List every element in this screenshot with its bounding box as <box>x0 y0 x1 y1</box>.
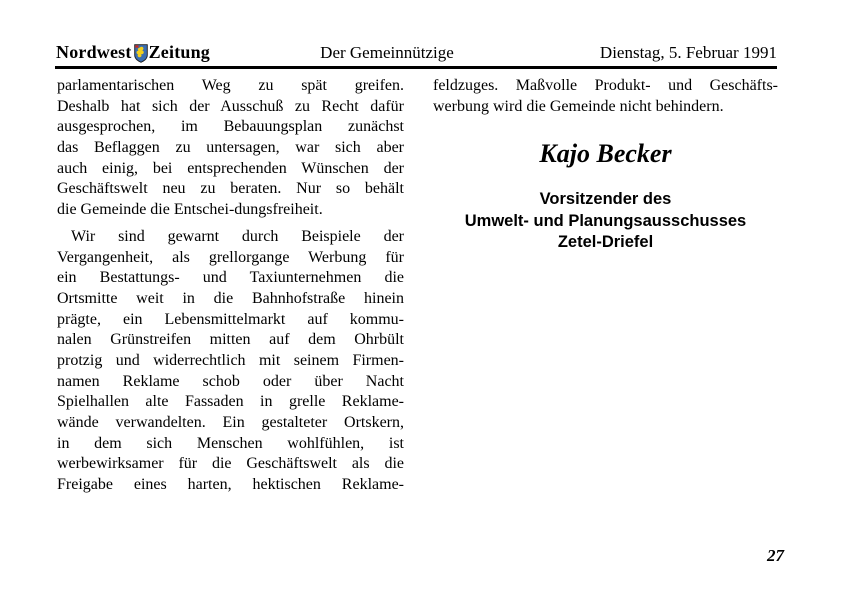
text-line: parlamentarischen Weg zu spät greifen. <box>57 77 404 94</box>
text-line: Freigabe eines harten, hektischen Reklame- <box>57 476 404 494</box>
text-line: feldzuges. Maßvolle Produkt- und Geschäfts- <box>433 77 778 94</box>
header-divider-rule <box>55 66 777 69</box>
text-line: werbewirksamer für die Geschäftswelt als die <box>57 455 404 473</box>
coat-of-arms-icon <box>134 44 148 63</box>
text-line: Ortsmitte weit in die Bahnhofstraße hinein <box>57 289 404 307</box>
article-body <box>57 76 778 496</box>
text-line: Spielhallen alte Fassaden in grelle Reklame- <box>57 393 404 411</box>
text-line: wände verwandelten. Ein gestalteter Ortskern, <box>57 414 404 431</box>
column-gutter <box>404 76 433 496</box>
newspaper-header <box>56 42 777 63</box>
text-line: auch einig, bei entsprechenden Wünschen der <box>57 159 404 177</box>
masthead-title-right: Zeitung <box>148 42 211 62</box>
left-column <box>57 76 404 496</box>
masthead <box>56 42 210 63</box>
author-signature: Kajo Becker <box>539 139 672 169</box>
masthead-title-left: Nordwest <box>56 42 132 62</box>
author-role <box>433 189 778 254</box>
text-line: werbung wird die Gemeinde nicht behindern. <box>433 97 724 115</box>
paragraph-3 <box>433 76 778 117</box>
text-line: Vergangenheit, als grellorgange Werbung für <box>57 248 404 266</box>
edition-title: Der Gemeinnützige <box>320 43 454 62</box>
right-column <box>433 76 778 496</box>
text-line: protzig und widerrechtlich mit seinem Firmen- <box>57 351 404 369</box>
text-line: Vorsitzender des <box>539 190 672 209</box>
text-line: prägte, ein Lebensmittelmarkt auf kommu- <box>57 310 404 328</box>
text-line: in dem sich Menschen wohlfühlen, ist <box>57 434 404 452</box>
text-line: ein Bestattungs- und Taxiunternehmen die <box>57 269 404 287</box>
text-line: das Beflaggen zu untersagen, war sich aber <box>57 139 404 157</box>
text-line: Zetel-Driefel <box>557 233 654 252</box>
page-number: 27 <box>767 546 784 565</box>
paragraph-1 <box>57 76 404 221</box>
text-line: Wir sind gewarnt durch Beispiele der <box>71 227 404 245</box>
text-line: namen Reklame schob oder über Nacht <box>57 372 404 390</box>
issue-date: Dienstag, 5. Februar 1991 <box>599 43 777 62</box>
text-line: die Gemeinde die Entschei-dungsfreiheit. <box>57 201 323 219</box>
text-line: nalen Grünstreifen mitten auf dem Ohrbült <box>57 331 404 349</box>
text-line: Deshalb hat sich der Ausschuß zu Recht dafür <box>57 97 404 115</box>
text-line: Geschäftswelt neu zu beraten. Nur so behält <box>57 180 404 198</box>
text-line: ausgesprochen, im Bebauungsplan zunächst <box>57 118 404 136</box>
text-line: Umwelt- und Planungsausschusses <box>464 211 747 230</box>
paragraph-2 <box>57 227 404 496</box>
